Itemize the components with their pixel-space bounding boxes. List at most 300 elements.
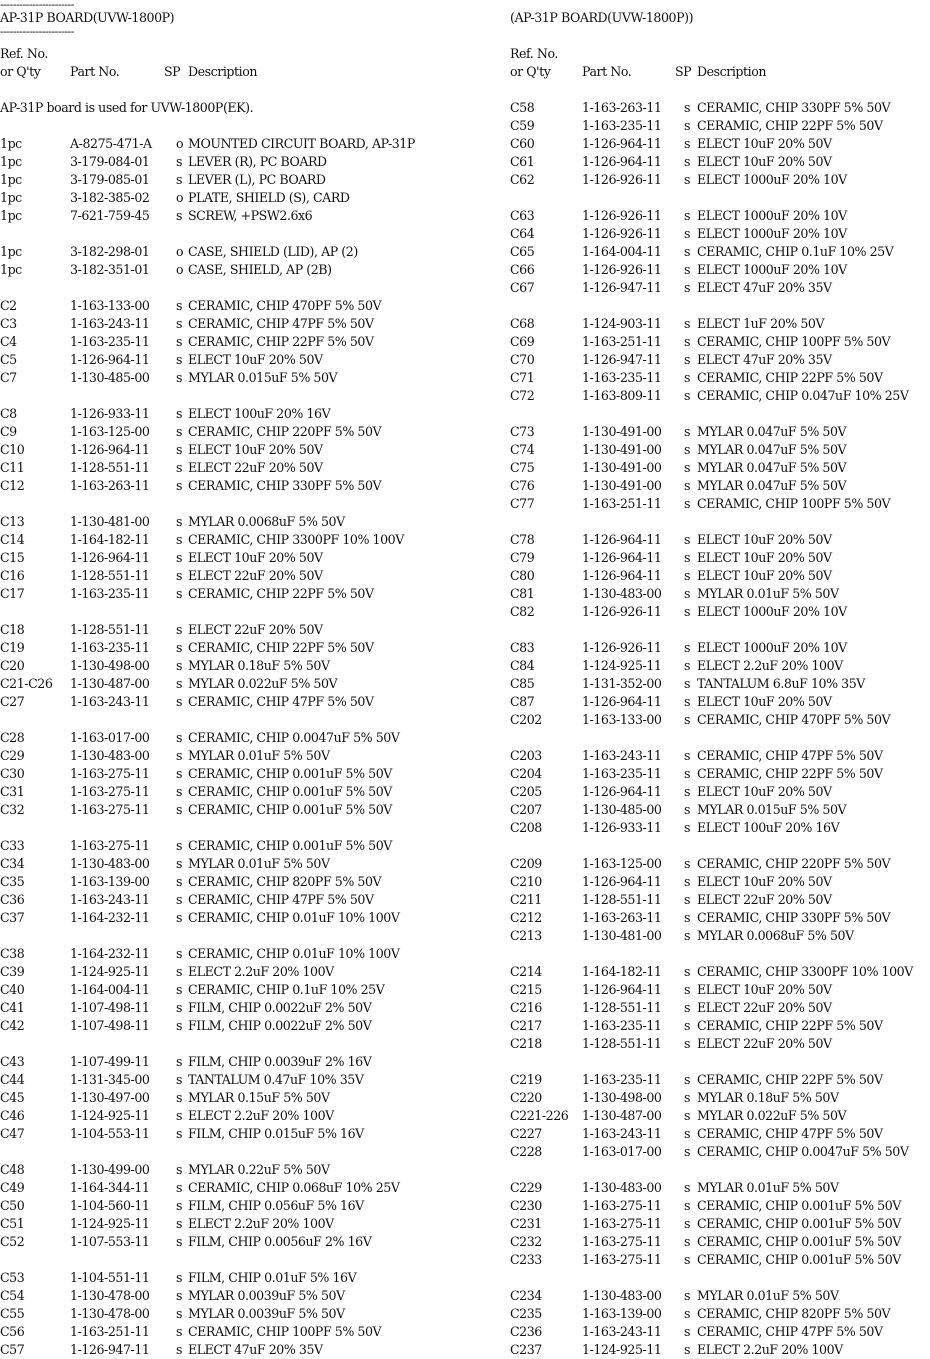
ref-no: C64 (510, 226, 535, 241)
table-row (510, 1251, 930, 1269)
sp-code: s (684, 118, 691, 133)
sp-code: s (684, 496, 691, 511)
sp-code: s (176, 982, 183, 997)
description: ELECT 1uF 20% 50V (697, 316, 825, 331)
sp-code: s (176, 1324, 183, 1339)
description: CERAMIC, CHIP 22PF 5% 50V (697, 1072, 883, 1087)
table-row (510, 657, 930, 675)
sp-code: s (176, 442, 183, 457)
table-row (0, 441, 455, 459)
ref-no: C16 (0, 568, 25, 583)
sp-code: s (176, 838, 183, 853)
table-row (0, 675, 455, 693)
table-row (510, 981, 930, 999)
table-row (510, 873, 930, 891)
sp-code: s (684, 604, 691, 619)
sp-code: s (684, 964, 691, 979)
ref-no: C218 (510, 1036, 542, 1051)
right-parts-table (510, 99, 930, 1359)
sp-code: s (684, 1018, 691, 1033)
ref-no: C21-C26 (0, 676, 53, 691)
ref-no: C53 (0, 1270, 25, 1285)
description: MYLAR 0.015uF 5% 50V (188, 370, 338, 385)
table-row (0, 243, 455, 261)
part-no: 1-163-235-11 (582, 118, 662, 133)
sp-code: s (684, 820, 691, 835)
table-row (0, 1323, 455, 1341)
description: ELECT 100uF 20% 16V (697, 820, 840, 835)
ref-no: C3 (0, 316, 17, 331)
sp-code: s (684, 784, 691, 799)
description: ELECT 10uF 20% 50V (697, 550, 832, 565)
description: MYLAR 0.0039uF 5% 50V (188, 1306, 345, 1321)
table-row (0, 135, 455, 153)
table-row (510, 423, 930, 441)
ref-no: C46 (0, 1108, 25, 1123)
ref-no: C69 (510, 334, 535, 349)
header-part-no: Part No. (70, 64, 120, 79)
description: CERAMIC, CHIP 0.068uF 10% 25V (188, 1180, 400, 1195)
sp-code: s (176, 460, 183, 475)
part-no: 1-124-925-11 (70, 1108, 150, 1123)
description: CERAMIC, CHIP 47PF 5% 50V (188, 892, 374, 907)
table-row (0, 189, 455, 207)
description: ELECT 1000uF 20% 10V (697, 604, 847, 619)
table-row (0, 1197, 455, 1215)
sp-code: s (176, 730, 183, 745)
description: ELECT 22uF 20% 50V (697, 1000, 832, 1015)
description: MYLAR 0.047uF 5% 50V (697, 424, 847, 439)
table-row (510, 819, 930, 837)
ref-no: C72 (510, 388, 535, 403)
ref-no: C48 (0, 1162, 25, 1177)
description: CERAMIC, CHIP 0.01uF 10% 100V (188, 910, 400, 925)
left-parts-table (0, 135, 455, 1359)
ref-no: C27 (0, 694, 25, 709)
sp-code: s (176, 622, 183, 637)
ref-no: C77 (510, 496, 535, 511)
ref-no: C41 (0, 1000, 25, 1015)
description: MYLAR 0.022uF 5% 50V (697, 1108, 847, 1123)
ref-no: C81 (510, 586, 535, 601)
table-row (510, 225, 930, 243)
description: FILM, CHIP 0.0022uF 2% 50V (188, 1000, 372, 1015)
part-no: 1-126-933-11 (70, 406, 150, 421)
sp-code: s (684, 1234, 691, 1249)
table-row (510, 1089, 930, 1107)
part-no: 1-128-551-11 (582, 892, 662, 907)
table-row (0, 531, 455, 549)
table-row (510, 1179, 930, 1197)
column-header (0, 63, 455, 81)
table-row (0, 297, 455, 315)
ref-no: C205 (510, 784, 542, 799)
part-no: 1-126-964-11 (582, 136, 662, 151)
part-no: 1-126-926-11 (582, 172, 662, 187)
description: FILM, CHIP 0.0056uF 2% 16V (188, 1234, 372, 1249)
right-column (510, 0, 930, 1359)
sp-code: s (684, 1144, 691, 1159)
table-row (0, 261, 455, 279)
part-no: 3-179-084-01 (70, 154, 150, 169)
description: MYLAR 0.01uF 5% 50V (697, 1288, 839, 1303)
part-no: 1-128-551-11 (582, 1000, 662, 1015)
sp-code: s (684, 136, 691, 151)
sp-code: s (684, 532, 691, 547)
part-no: 1-163-235-11 (582, 1072, 662, 1087)
table-row (0, 747, 455, 765)
ref-no: C50 (0, 1198, 25, 1213)
part-no: A-8275-471-A (70, 136, 152, 151)
description: MYLAR 0.01uF 5% 50V (188, 748, 330, 763)
part-no: 1-126-964-11 (582, 568, 662, 583)
title-underline: ----------------------- (0, 25, 74, 38)
sp-code: s (684, 766, 691, 781)
description: ELECT 10uF 20% 50V (697, 154, 832, 169)
description: CERAMIC, CHIP 220PF 5% 50V (188, 424, 382, 439)
ref-no: C204 (510, 766, 542, 781)
description: FILM, CHIP 0.01uF 5% 16V (188, 1270, 357, 1285)
sp-code: s (684, 154, 691, 169)
ref-no: C232 (510, 1234, 542, 1249)
part-no: 1-163-139-00 (582, 1306, 662, 1321)
ref-no: C37 (0, 910, 25, 925)
part-no: 1-130-491-00 (582, 478, 662, 493)
part-no: 1-126-964-11 (582, 694, 662, 709)
table-row (510, 639, 930, 657)
part-no: 1-126-947-11 (582, 352, 662, 367)
description: CASE, SHIELD (LID), AP (2) (188, 244, 358, 259)
table-row (0, 423, 455, 441)
description: CERAMIC, CHIP 100PF 5% 50V (697, 334, 891, 349)
ref-no: C70 (510, 352, 535, 367)
description: MYLAR 0.18uF 5% 50V (188, 658, 330, 673)
table-row (0, 459, 455, 477)
ref-no: C234 (510, 1288, 542, 1303)
ref-no: 1pc (0, 172, 22, 187)
table-row (0, 1017, 455, 1035)
table-row (0, 1107, 455, 1125)
ref-no: C83 (510, 640, 535, 655)
sp-code: s (176, 1216, 183, 1231)
sp-code: s (684, 370, 691, 385)
part-no: 1-163-125-00 (582, 856, 662, 871)
sp-code: s (176, 154, 183, 169)
sp-code: s (176, 694, 183, 709)
table-row (0, 891, 455, 909)
ref-no: C209 (510, 856, 542, 871)
ref-no: C5 (0, 352, 17, 367)
part-no: 1-164-004-11 (582, 244, 662, 259)
part-no: 1-130-491-00 (582, 442, 662, 457)
table-row (0, 585, 455, 603)
table-row (0, 963, 455, 981)
description: TANTALUM 6.8uF 10% 35V (697, 676, 865, 691)
part-no: 1-130-499-00 (70, 1162, 150, 1177)
part-no: 1-130-483-00 (582, 586, 662, 601)
description: ELECT 10uF 20% 50V (188, 352, 323, 367)
description: CERAMIC, CHIP 330PF 5% 50V (188, 478, 382, 493)
table-row (510, 1071, 930, 1089)
table-row (0, 639, 455, 657)
part-no: 3-182-298-01 (70, 244, 150, 259)
description: CERAMIC, CHIP 0.001uF 5% 50V (697, 1198, 901, 1213)
part-no: 1-163-275-11 (582, 1216, 662, 1231)
part-no: 1-130-487-00 (70, 676, 150, 691)
description: ELECT 2.2uF 20% 100V (188, 1216, 334, 1231)
ref-no: C227 (510, 1126, 542, 1141)
description: CERAMIC, CHIP 0.1uF 10% 25V (188, 982, 385, 997)
part-no: 1-163-243-11 (70, 694, 150, 709)
table-row (510, 1305, 930, 1323)
part-no: 1-130-483-00 (70, 748, 150, 763)
sp-code: s (176, 514, 183, 529)
ref-no: C84 (510, 658, 535, 673)
table-row (510, 585, 930, 603)
description: CERAMIC, CHIP 0.047uF 10% 25V (697, 388, 909, 403)
part-no: 1-130-483-00 (582, 1288, 662, 1303)
description: TANTALUM 0.47uF 10% 35V (188, 1072, 364, 1087)
table-row (510, 549, 930, 567)
table-row (510, 153, 930, 171)
sp-code: s (684, 208, 691, 223)
ref-no: C71 (510, 370, 535, 385)
sp-code: s (176, 568, 183, 583)
part-no: 1-164-182-11 (582, 964, 662, 979)
table-row (510, 855, 930, 873)
description: ELECT 22uF 20% 50V (188, 622, 323, 637)
sp-code: s (684, 172, 691, 187)
continued-board-title: (AP-31P BOARD(UVW-1800P)) (510, 10, 694, 25)
part-no: 1-163-017-00 (70, 730, 150, 745)
description: CERAMIC, CHIP 47PF 5% 50V (188, 316, 374, 331)
ref-no: C66 (510, 262, 535, 277)
ref-no: C215 (510, 982, 542, 997)
table-row (0, 783, 455, 801)
description: CERAMIC, CHIP 0.001uF 5% 50V (697, 1216, 901, 1231)
table-row (510, 243, 930, 261)
sp-code: s (176, 1162, 183, 1177)
ref-no: C217 (510, 1018, 542, 1033)
table-row (0, 477, 455, 495)
sp-code: s (176, 1234, 183, 1249)
part-no: 1-126-947-11 (70, 1342, 150, 1357)
description: FILM, CHIP 0.056uF 5% 16V (188, 1198, 364, 1213)
part-no: 1-126-947-11 (582, 280, 662, 295)
part-no: 1-124-925-11 (582, 1342, 662, 1357)
description: CERAMIC, CHIP 820PF 5% 50V (697, 1306, 891, 1321)
part-no: 1-126-926-11 (582, 640, 662, 655)
table-row (510, 801, 930, 819)
part-no: 1-163-133-00 (582, 712, 662, 727)
table-row (0, 567, 455, 585)
table-row (0, 1089, 455, 1107)
description: ELECT 1000uF 20% 10V (697, 262, 847, 277)
description: MYLAR 0.047uF 5% 50V (697, 478, 847, 493)
ref-no: C47 (0, 1126, 25, 1141)
part-no: 1-163-243-11 (582, 1126, 662, 1141)
sp-code: s (684, 910, 691, 925)
ref-no: C18 (0, 622, 25, 637)
ref-no: C56 (0, 1324, 25, 1339)
sp-code: o (176, 136, 184, 151)
sp-code: s (176, 370, 183, 385)
ref-no: C58 (510, 100, 535, 115)
ref-no: C13 (0, 514, 25, 529)
sp-code: s (176, 784, 183, 799)
ref-no: C28 (0, 730, 25, 745)
part-no: 1-130-481-00 (582, 928, 662, 943)
sp-code: s (684, 442, 691, 457)
table-row (510, 333, 930, 351)
description: CERAMIC, CHIP 47PF 5% 50V (188, 694, 374, 709)
part-no: 1-163-263-11 (582, 910, 662, 925)
sp-code: s (684, 1324, 691, 1339)
header-description: Description (188, 64, 258, 79)
table-row (0, 801, 455, 819)
table-row (0, 981, 455, 999)
table-row (510, 369, 930, 387)
part-no: 1-164-344-11 (70, 1180, 150, 1195)
ref-no: C4 (0, 334, 17, 349)
description: ELECT 10uF 20% 50V (188, 442, 323, 457)
header-sp: SP (164, 64, 181, 79)
sp-code: s (176, 802, 183, 817)
table-row (510, 171, 930, 189)
table-row (510, 765, 930, 783)
sp-code: s (176, 1198, 183, 1213)
sp-code: s (684, 982, 691, 997)
description: CERAMIC, CHIP 0.001uF 5% 50V (188, 766, 392, 781)
sp-code: s (176, 478, 183, 493)
sp-code: s (684, 280, 691, 295)
table-row (510, 675, 930, 693)
ref-no: C43 (0, 1054, 25, 1069)
sp-code: s (176, 892, 183, 907)
part-no: 1-104-553-11 (70, 1126, 150, 1141)
part-no: 1-104-551-11 (70, 1270, 150, 1285)
table-row (510, 603, 930, 621)
sp-code: s (176, 1306, 183, 1321)
description: CERAMIC, CHIP 0.001uF 5% 50V (188, 784, 392, 799)
ref-no: C208 (510, 820, 542, 835)
sp-code: s (176, 766, 183, 781)
ref-no: C230 (510, 1198, 542, 1213)
ref-no: C210 (510, 874, 542, 889)
description: CERAMIC, CHIP 100PF 5% 50V (697, 496, 891, 511)
part-no: 1-130-481-00 (70, 514, 150, 529)
sp-code: s (684, 262, 691, 277)
part-no: 1-126-964-11 (70, 442, 150, 457)
ref-no: C73 (510, 424, 535, 439)
description: CERAMIC, CHIP 0.001uF 5% 50V (697, 1234, 901, 1249)
description: ELECT 47uF 20% 35V (697, 280, 832, 295)
description: CERAMIC, CHIP 3300PF 10% 100V (188, 532, 404, 547)
ref-no: C14 (0, 532, 25, 547)
ref-no: C38 (0, 946, 25, 961)
part-no: 1-124-903-11 (582, 316, 662, 331)
sp-code: s (176, 532, 183, 547)
part-no: 1-107-499-11 (70, 1054, 150, 1069)
table-row (0, 693, 455, 711)
ref-no: 1pc (0, 262, 22, 277)
table-row (510, 1143, 930, 1161)
sp-code: s (176, 1000, 183, 1015)
ref-no: C65 (510, 244, 535, 259)
sp-code: s (176, 316, 183, 331)
description: MYLAR 0.047uF 5% 50V (697, 442, 847, 457)
sp-code: s (684, 1090, 691, 1105)
table-row (510, 1215, 930, 1233)
part-no: 1-163-275-11 (582, 1234, 662, 1249)
sp-code: s (684, 1252, 691, 1267)
part-no: 1-130-491-00 (582, 460, 662, 475)
sp-code: s (176, 1072, 183, 1087)
part-no: 1-130-478-00 (70, 1288, 150, 1303)
description: MYLAR 0.01uF 5% 50V (188, 856, 330, 871)
description: MYLAR 0.047uF 5% 50V (697, 460, 847, 475)
description: CERAMIC, CHIP 820PF 5% 50V (188, 874, 382, 889)
description: CASE, SHIELD, AP (2B) (188, 262, 332, 277)
ref-no: C237 (510, 1342, 542, 1357)
table-row (510, 315, 930, 333)
ref-no: C212 (510, 910, 542, 925)
description: CERAMIC, CHIP 22PF 5% 50V (697, 118, 883, 133)
sp-code: s (176, 1180, 183, 1195)
description: CERAMIC, CHIP 47PF 5% 50V (697, 748, 883, 763)
table-row (0, 1053, 455, 1071)
board-note: AP-31P board is used for UVW-1800P(EK). (0, 100, 254, 115)
ref-no: C75 (510, 460, 535, 475)
part-no: 1-163-235-11 (582, 370, 662, 385)
part-no: 1-126-964-11 (582, 784, 662, 799)
description: CERAMIC, CHIP 47PF 5% 50V (697, 1324, 883, 1339)
description: FILM, CHIP 0.0039uF 2% 16V (188, 1054, 372, 1069)
table-row (510, 261, 930, 279)
description: ELECT 2.2uF 20% 100V (188, 964, 334, 979)
part-no: 1-128-551-11 (582, 1036, 662, 1051)
sp-code: s (684, 1198, 691, 1213)
ref-no: 1pc (0, 208, 22, 223)
sp-code: s (176, 640, 183, 655)
description: MYLAR 0.0039uF 5% 50V (188, 1288, 345, 1303)
ref-no: C40 (0, 982, 25, 997)
table-row (0, 837, 455, 855)
ref-no: C17 (0, 586, 25, 601)
sp-code: s (176, 586, 183, 601)
ref-no: C228 (510, 1144, 542, 1159)
description: MYLAR 0.0068uF 5% 50V (697, 928, 854, 943)
table-row (0, 1287, 455, 1305)
table-row (0, 1215, 455, 1233)
sp-code: s (176, 856, 183, 871)
top-rule: ----------------------- (0, 0, 74, 11)
ref-no: C12 (0, 478, 25, 493)
table-row (510, 1323, 930, 1341)
sp-code: s (176, 406, 183, 421)
part-no: 1-128-551-11 (70, 568, 150, 583)
part-no: 1-163-017-00 (582, 1144, 662, 1159)
ref-no: C10 (0, 442, 25, 457)
part-no: 1-163-275-11 (582, 1198, 662, 1213)
sp-code: s (684, 892, 691, 907)
ref-no: C213 (510, 928, 542, 943)
description: CERAMIC, CHIP 0.01uF 10% 100V (188, 946, 400, 961)
part-no: 1-163-125-00 (70, 424, 150, 439)
sp-code: s (684, 1036, 691, 1051)
ref-no: C219 (510, 1072, 542, 1087)
table-row (510, 459, 930, 477)
